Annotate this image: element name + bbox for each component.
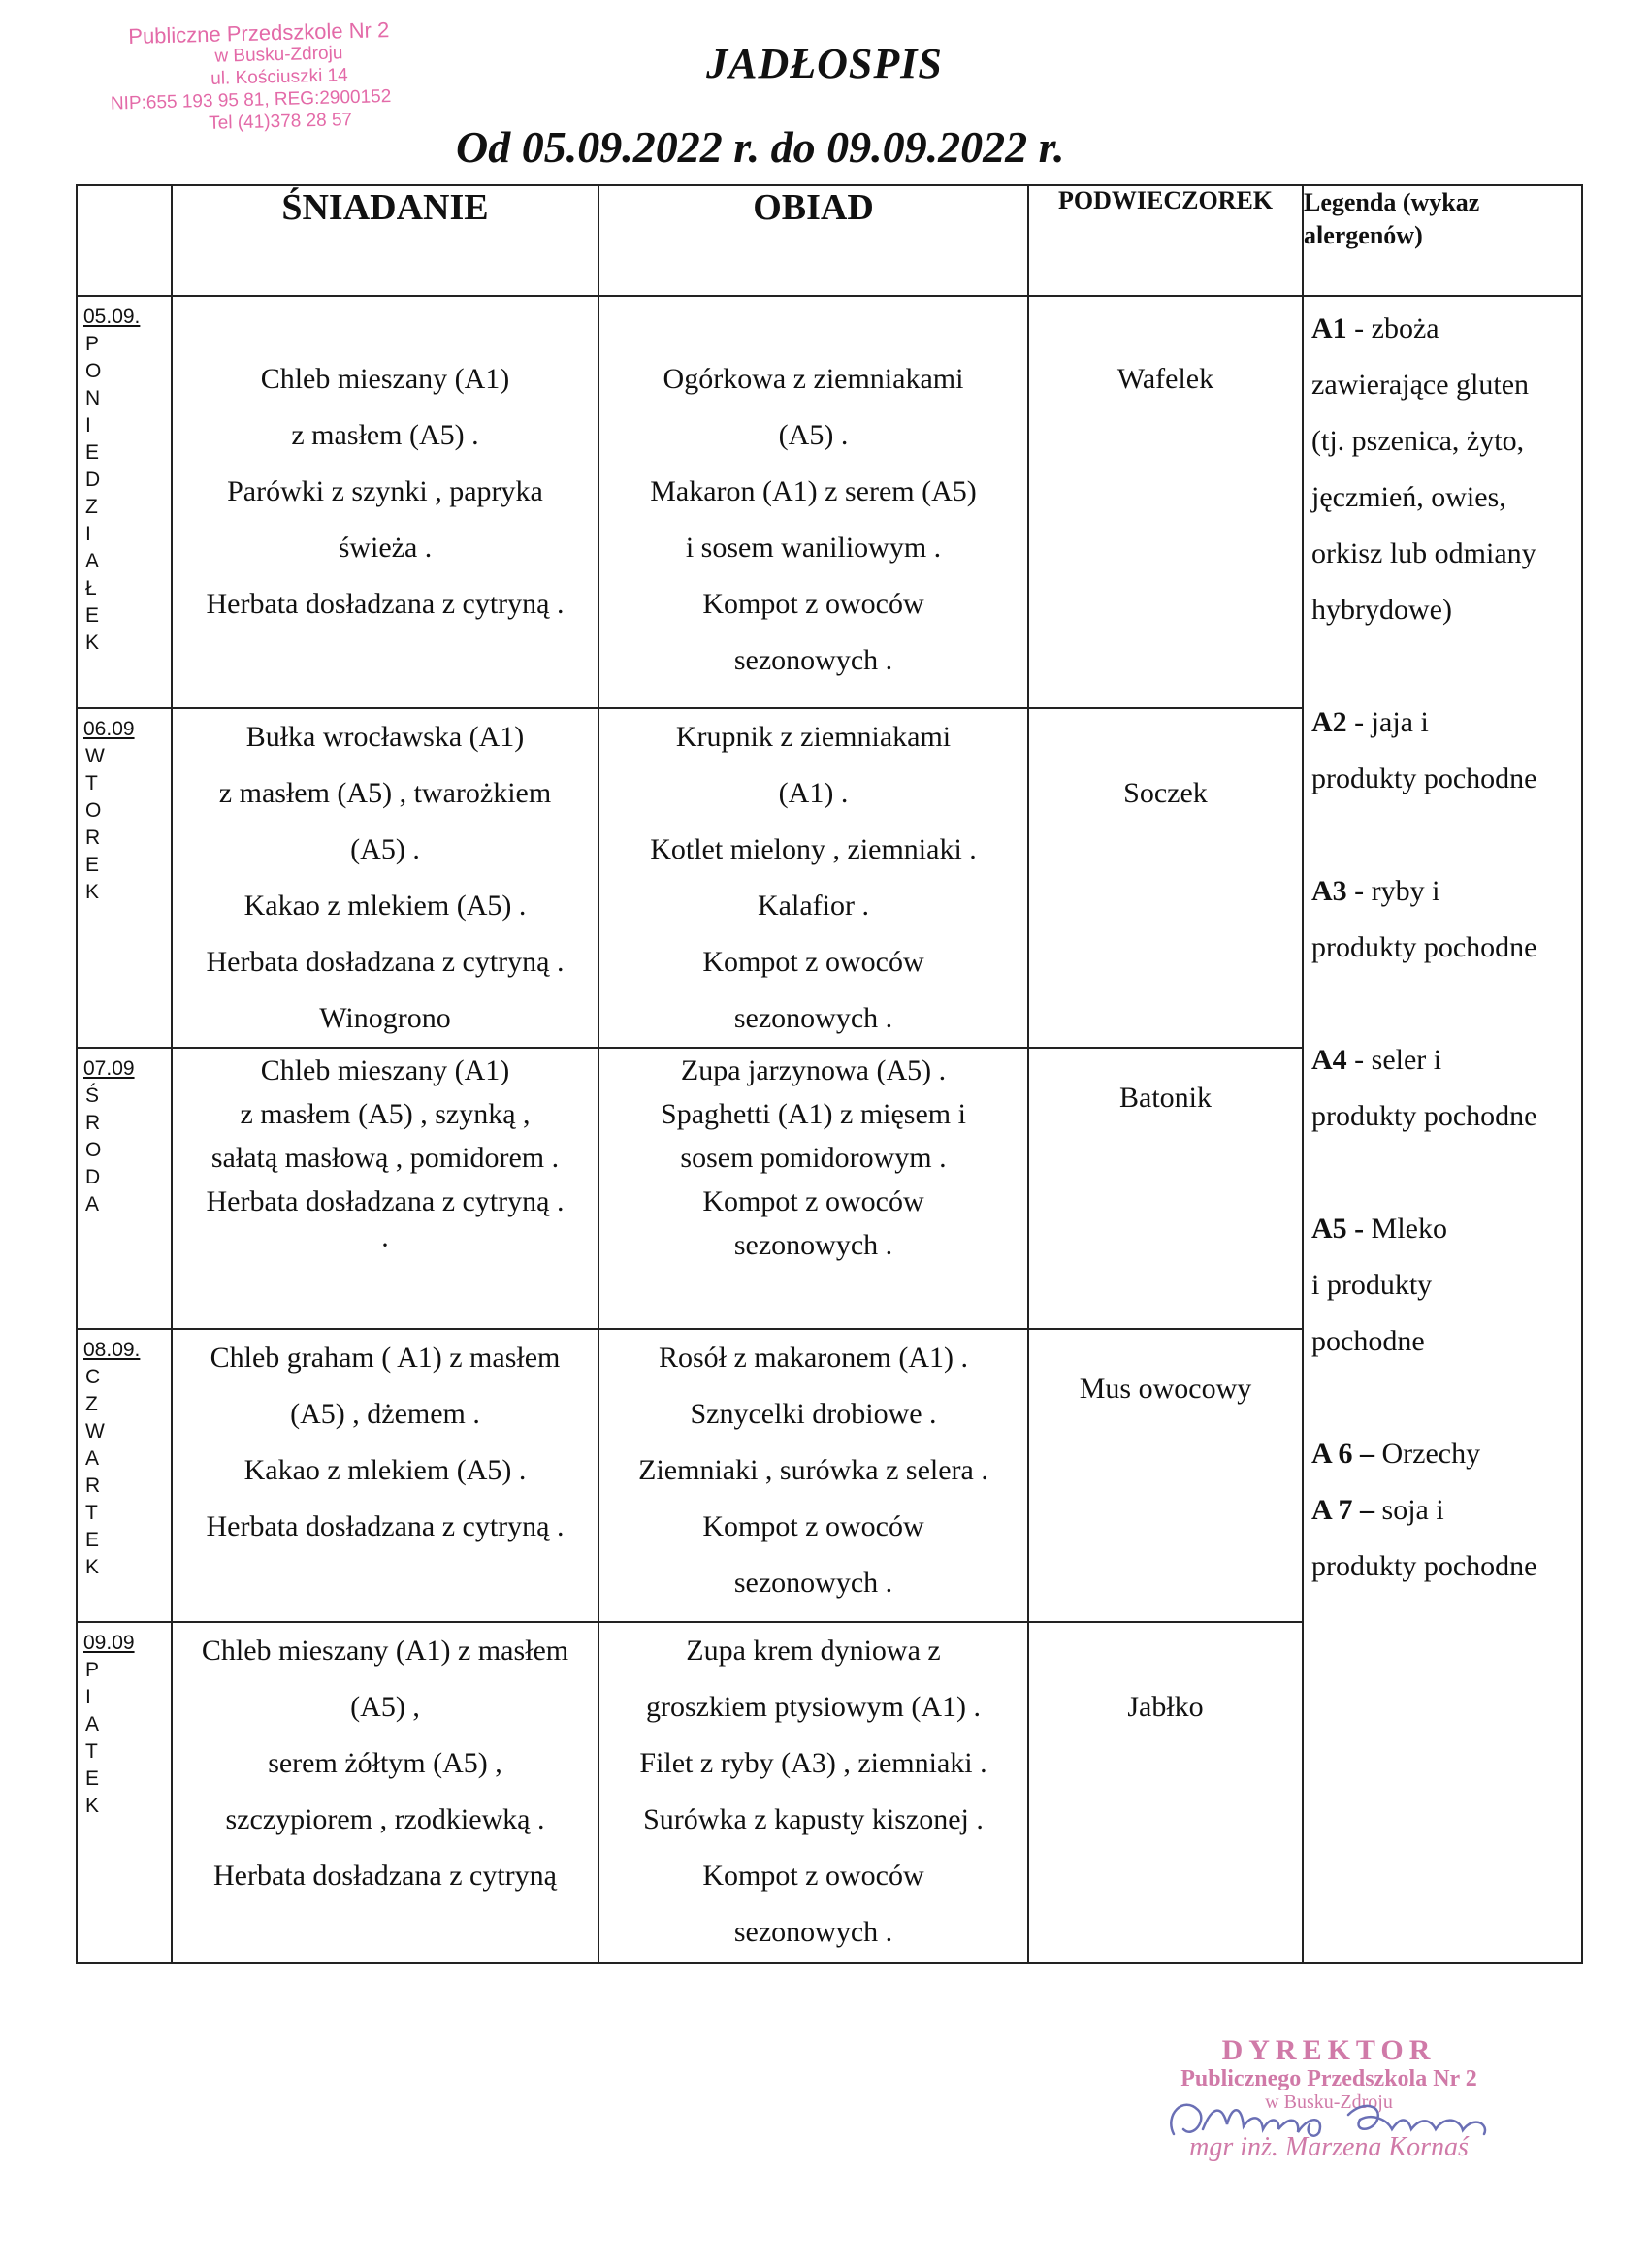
lunch-cell — [598, 1048, 1028, 1329]
menu-line: sezonowych . — [733, 644, 893, 676]
day-label — [77, 708, 172, 1048]
snack-cell — [1028, 708, 1303, 1048]
menu-line: sezonowych . — [733, 1916, 893, 1948]
day-date: 07.09 — [83, 1057, 135, 1080]
header-row — [77, 185, 1582, 296]
day-name: C Z W A R T E K — [85, 1366, 105, 1578]
header-legend: Legenda (wykaz alergenów) — [1303, 185, 1582, 296]
menu-line: Herbata dosładzana z cytryną . — [206, 588, 565, 620]
menu-line: sezonowych . — [733, 1229, 893, 1261]
day-date: 06.09 — [83, 718, 135, 740]
menu-line: Kompot z owoców — [702, 946, 924, 978]
breakfast-cell — [172, 708, 598, 1048]
day-name: P O N I E D Z I A Ł E K — [85, 333, 102, 654]
menu-line: Mus owocowy — [1079, 1373, 1252, 1405]
menu-line: Surówka z kapusty kiszonej . — [643, 1803, 984, 1835]
menu-line: z masłem (A5) , twarożkiem — [218, 777, 552, 809]
day-label — [77, 1622, 172, 1963]
menu-line: Rosół z makaronem (A1) . — [658, 1342, 969, 1374]
allergen-text: jęczmień, owies, — [1311, 481, 1506, 513]
legend-group-a1 — [1311, 301, 1575, 638]
allergen-text: - zboża — [1346, 312, 1439, 344]
allergen-text: - ryby i — [1346, 875, 1440, 907]
stamp-town: w Busku-Zdroju — [1265, 2091, 1393, 2113]
day-label — [77, 1048, 172, 1329]
allergen-code: A3 — [1311, 875, 1347, 907]
menu-line: szczypiorem , rzodkiewką . — [225, 1803, 545, 1835]
allergen-text: produkty pochodne — [1311, 1550, 1537, 1582]
day-name: W T O R E K — [85, 745, 105, 903]
stamp-institution: Publicznego Przedszkola Nr 2 — [1180, 2066, 1477, 2091]
menu-table — [76, 184, 1583, 1964]
menu-line: · — [380, 1229, 390, 1261]
allergen-text: produkty pochodne — [1311, 931, 1537, 963]
menu-line: Chleb mieszany (A1) — [260, 1054, 510, 1086]
allergen-text: Mleko — [1364, 1213, 1447, 1245]
page-title: JADŁOSPIS — [706, 40, 943, 87]
menu-line: Batonik — [1119, 1082, 1212, 1114]
menu-line: Wafelek — [1116, 363, 1214, 395]
legend-group-a5 — [1311, 1201, 1575, 1370]
allergen-code: A2 — [1311, 706, 1347, 738]
menu-line: (A5) , dżemem . — [290, 1398, 480, 1430]
menu-line: Zupa krem dyniowa z — [686, 1635, 941, 1667]
lunch-cell — [598, 1329, 1028, 1622]
stamp-line: w Busku-Zdroju — [214, 43, 343, 67]
menu-line: Makaron (A1) z serem (A5) — [650, 475, 977, 507]
handwritten-signature — [1154, 2076, 1504, 2154]
institution-stamp — [55, 16, 504, 139]
breakfast-cell — [172, 296, 598, 708]
snack-cell — [1028, 296, 1303, 708]
menu-line: (A1) . — [778, 777, 849, 809]
allergen-text: - seler i — [1346, 1044, 1442, 1076]
menu-line: sosem pomidorowym . — [680, 1142, 947, 1174]
header-lunch: OBIAD — [598, 185, 1028, 296]
allergen-text: Orzechy — [1374, 1438, 1481, 1470]
corner-cell — [77, 185, 172, 296]
menu-line: Kompot z owoców — [702, 1860, 924, 1892]
menu-line: Bułka wrocławska (A1) — [245, 721, 525, 753]
menu-line: Kakao z mlekiem (A5) . — [243, 890, 527, 922]
menu-line: i sosem waniliowym . — [685, 532, 942, 564]
header-breakfast: ŚNIADANIE — [172, 185, 598, 296]
menu-line: serem żółtym (A5) , — [268, 1747, 502, 1779]
menu-line: Herbata dosładzana z cytryną . — [206, 1510, 565, 1542]
menu-line: Parówki z szynki , papryka — [227, 475, 543, 507]
menu-line: Spaghetti (A1) z mięsem i — [661, 1098, 966, 1130]
menu-line: Kalafior . — [758, 890, 869, 922]
menu-line: Sznycelki drobiowe . — [690, 1398, 937, 1430]
breakfast-cell — [172, 1048, 598, 1329]
menu-line: Krupnik z ziemniakami — [675, 721, 952, 753]
stamp-line: NIP:655 193 95 81, REG:2900152 — [110, 85, 392, 114]
menu-line: Kotlet mielony , ziemniaki . — [650, 833, 977, 865]
menu-line: groszkiem ptysiowym (A1) . — [646, 1691, 981, 1723]
allergen-text: hybrydowe) — [1311, 594, 1452, 626]
snack-cell — [1028, 1329, 1303, 1622]
breakfast-cell — [172, 1622, 598, 1963]
day-name: Ś R O D A — [85, 1085, 102, 1215]
menu-line: sałatą masłową , pomidorem . — [210, 1142, 560, 1174]
menu-line: Herbata dosładzana z cytryną . — [206, 946, 565, 978]
header-snack: PODWIECZOREK — [1028, 185, 1303, 296]
menu-line: Zupa jarzynowa (A5) . — [680, 1054, 947, 1086]
menu-line: z masłem (A5) . — [291, 419, 479, 451]
menu-line: Kompot z owoców — [702, 1185, 924, 1217]
menu-line: Jabłko — [1127, 1691, 1204, 1723]
menu-line: Kompot z owoców — [702, 1510, 924, 1542]
allergen-text: orkisz lub odmiany — [1311, 537, 1536, 569]
allergen-code: A5 - — [1311, 1213, 1365, 1245]
allergen-text: i produkty — [1311, 1269, 1433, 1301]
allergen-text: - jaja i — [1346, 706, 1429, 738]
allergen-text: (tj. pszenica, żyto, — [1311, 425, 1525, 457]
menu-line: Ziemniaki , surówka z selera . — [638, 1454, 988, 1486]
allergen-code: A1 — [1311, 312, 1347, 344]
menu-line: z masłem (A5) , szynką , — [240, 1098, 531, 1130]
stamp-line: Publiczne Przedszkole Nr 2 — [128, 17, 390, 49]
menu-line: świeża . — [338, 532, 433, 564]
menu-line: Kompot z owoców — [702, 588, 924, 620]
menu-line: Herbata dosładzana z cytryną . — [206, 1185, 565, 1217]
lunch-cell — [598, 1622, 1028, 1963]
allergen-code: A 7 – — [1311, 1494, 1375, 1526]
day-date: 05.09. — [83, 306, 141, 328]
menu-line: Kakao z mlekiem (A5) . — [243, 1454, 527, 1486]
allergen-text: produkty pochodne — [1311, 1100, 1537, 1132]
lunch-cell — [598, 708, 1028, 1048]
menu-line: Soczek — [1123, 777, 1208, 809]
menu-line: Winogrono — [319, 1002, 451, 1034]
day-name: P I A T E K — [85, 1659, 100, 1817]
allergen-text: pochodne — [1311, 1325, 1425, 1357]
legend-group-a7 — [1311, 1482, 1575, 1595]
allergen-text: soja i — [1374, 1494, 1444, 1526]
allergen-code: A 6 – — [1311, 1438, 1375, 1470]
allergen-text: zawierające gluten — [1311, 369, 1530, 401]
allergen-code: A4 — [1311, 1044, 1347, 1076]
menu-line: Filet z ryby (A3) , ziemniaki . — [639, 1747, 987, 1779]
snack-cell — [1028, 1048, 1303, 1329]
allergen-text: produkty pochodne — [1311, 762, 1537, 794]
menu-line: (A5) . — [778, 419, 849, 451]
legend-cell — [1303, 296, 1582, 1963]
day-date: 08.09. — [83, 1339, 141, 1361]
menu-line: (A5) . — [350, 833, 420, 865]
legend-group-a4 — [1311, 1032, 1575, 1145]
lunch-cell — [598, 296, 1028, 708]
breakfast-cell — [172, 1329, 598, 1622]
day-label — [77, 1329, 172, 1622]
menu-line: Chleb mieszany (A1) z masłem — [201, 1635, 569, 1667]
stamp-role: DYREKTOR — [1221, 2034, 1437, 2066]
table-row — [77, 296, 1582, 708]
date-range: Od 05.09.2022 r. do 09.09.2022 r. — [456, 122, 1065, 172]
menu-line: sezonowych . — [733, 1567, 893, 1599]
stamp-name: mgr inż. Marzena Kornaś — [1189, 2132, 1469, 2162]
menu-line: Chleb graham ( A1) z masłem — [210, 1342, 561, 1374]
legend-group-a6 — [1311, 1426, 1575, 1482]
legend-group-a2 — [1311, 695, 1575, 807]
menu-line: Ogórkowa z ziemniakami — [663, 363, 964, 395]
day-date: 09.09 — [83, 1632, 135, 1654]
stamp-line: Tel (41)378 28 57 — [209, 110, 353, 134]
menu-line: Herbata dosładzana z cytryną — [213, 1860, 557, 1892]
menu-line: Chleb mieszany (A1) — [260, 363, 510, 395]
day-label — [77, 296, 172, 708]
stamp-line: ul. Kościuszki 14 — [210, 65, 349, 89]
menu-line: (A5) , — [350, 1691, 420, 1723]
menu-line: sezonowych . — [733, 1002, 893, 1034]
snack-cell — [1028, 1622, 1303, 1963]
legend-group-a3 — [1311, 863, 1575, 976]
